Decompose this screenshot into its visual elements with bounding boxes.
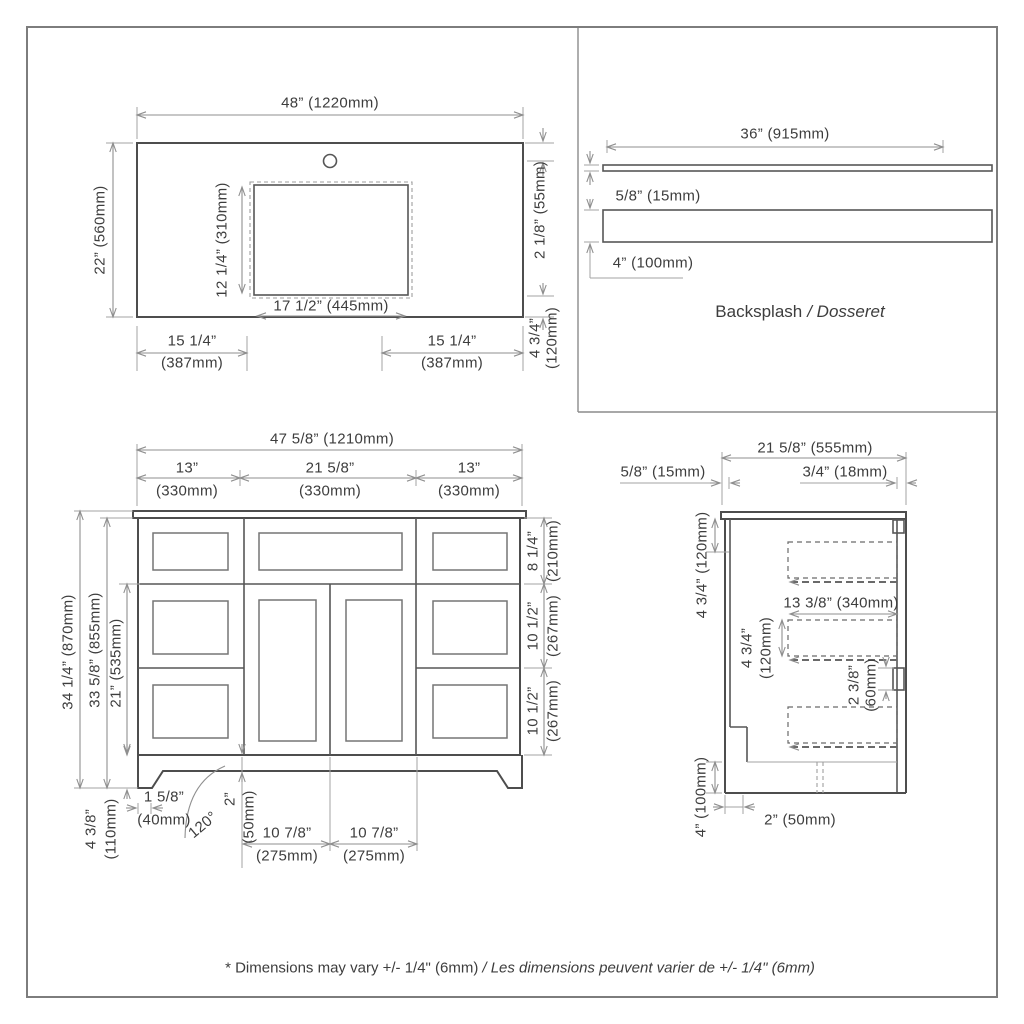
footnote [225, 960, 815, 977]
dim-col-left-mm: (330mm) [155, 482, 219, 500]
dim-sink-offset-right-in: 15 1/4” [427, 332, 477, 350]
dim-door-left-mm: (275mm) [255, 847, 319, 865]
dim-bot-drawer-in: 10 1/2” [524, 686, 542, 736]
dim-sink-cutout-width: 17 1/2” (445mm) [273, 297, 389, 315]
dim-base-height: 4” (100mm) [692, 756, 710, 838]
dim-drawer-height-mm: (120mm) [757, 616, 775, 680]
dim-door-angle: 120° [185, 808, 221, 842]
dim-leg-width-mm: (40mm) [137, 811, 191, 829]
front-countertop-lip [133, 511, 526, 518]
dim-sink-offset-right-mm: (387mm) [420, 354, 484, 372]
sink-bowl [254, 185, 408, 295]
dim-col-left-in: 13” [175, 459, 199, 477]
dim-mid-drawer-mm: (267mm) [544, 594, 562, 658]
dim-front-setback-mm: (120mm) [543, 306, 561, 370]
dim-col-center-in: 21 5/8” [305, 459, 355, 477]
dim-countertop-width: 48” (1220mm) [281, 94, 379, 112]
backsplash-caption [715, 302, 884, 322]
dim-sink-cutout-depth: 12 1/4” (310mm) [213, 182, 231, 298]
dim-backsplash-height: 4” (100mm) [612, 254, 694, 272]
front-body [138, 518, 520, 755]
dim-leg-width-in: 1 5/8” [143, 788, 185, 806]
countertop-top-view [106, 107, 554, 371]
dim-backsplash-width: 36” (915mm) [740, 125, 830, 143]
side-handle-bottom [893, 668, 904, 690]
dim-top-drawer-in: 8 1/4” [524, 530, 542, 572]
footnote-fr: / Les dimensions peuvent varier de +/- 1/4" (6mm) [482, 959, 815, 977]
backsplash-caption-fr: / Dosseret [807, 302, 885, 321]
dim-height-total: 34 1/4” (870mm) [59, 594, 77, 710]
dim-col-right-in: 13” [457, 459, 481, 477]
dim-height-cabinet: 33 5/8” (855mm) [86, 592, 104, 708]
dim-mid-drawer-in: 10 1/2” [524, 601, 542, 651]
dim-toe-kick-in: 2” [221, 792, 239, 806]
dim-sink-offset-left-in: 15 1/4” [167, 332, 217, 350]
countertop-outline [137, 143, 523, 317]
dim-countertop-depth: 22” (560mm) [91, 185, 109, 275]
dim-door-right-in: 10 7/8” [349, 824, 399, 842]
side-countertop-lip [721, 512, 906, 519]
dim-side-depth: 21 5/8” (555mm) [757, 439, 873, 457]
sink-cutout-dashed [250, 182, 412, 298]
dim-bot-drawer-mm: (267mm) [544, 679, 562, 743]
dim-front-width: 47 5/8” (1210mm) [269, 430, 395, 448]
side-drawer-dashed [788, 542, 897, 747]
dim-front-setback-in: 4 3/4” [526, 317, 544, 359]
dim-drawer-height-in: 4 3/4” [738, 627, 756, 669]
backsplash-front-view [603, 210, 992, 242]
side-handle-top [893, 520, 904, 533]
dim-col-right-mm: (330mm) [437, 482, 501, 500]
dim-handle-in: 2 3/8” [845, 664, 863, 706]
backsplash-caption-en: Backsplash [715, 302, 803, 321]
dim-handle-mm: (60mm) [862, 658, 880, 712]
dim-door-right-mm: (275mm) [342, 847, 406, 865]
dim-drawer-depth: 13 3/8” (340mm) [783, 594, 899, 612]
dim-leg-height-mm: (110mm) [102, 798, 120, 860]
dim-height-doors: 21” (535mm) [107, 618, 125, 708]
dim-countertop-thickness: 5/8” (15mm) [620, 463, 706, 481]
dim-sink-offset-left-mm: (387mm) [160, 354, 224, 372]
dim-top-clearance: 4 3/4” (120mm) [693, 511, 711, 619]
dim-col-center-mm: (330mm) [298, 482, 362, 500]
footnote-en: * Dimensions may vary +/- 1/4" (6mm) [225, 959, 479, 977]
backsplash-top-view [603, 165, 992, 171]
dim-leg-height-in: 4 3/8” [82, 808, 100, 850]
dim-backsplash-thickness: 5/8” (15mm) [615, 187, 701, 205]
faucet-hole [324, 155, 337, 168]
dim-toe-kick-mm: (50mm) [240, 790, 258, 844]
dim-faucet-setback: 2 1/8” (55mm) [531, 160, 549, 260]
dim-toe-depth: 2” (50mm) [764, 811, 836, 829]
backsplash-panel-frame [578, 28, 996, 412]
dim-door-left-in: 10 7/8” [262, 824, 312, 842]
dim-top-drawer-mm: (210mm) [544, 519, 562, 583]
dim-back-rail: 3/4” (18mm) [802, 463, 888, 481]
